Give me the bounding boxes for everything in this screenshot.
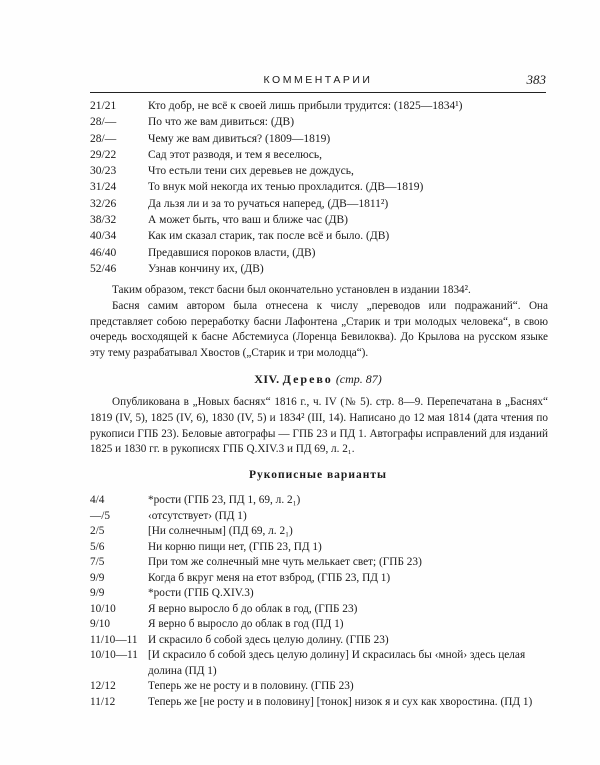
variant-text: И скрасило б собой здесь целую долину. (ГПБ 23) xyxy=(148,633,389,646)
variant-row xyxy=(90,214,550,230)
header-rule xyxy=(90,92,546,93)
section-title xyxy=(90,372,546,387)
variant-row xyxy=(90,133,550,149)
variant-text: Что естьли тени сих деревьев не дождусь, xyxy=(148,165,354,178)
paragraph-text: Опубликована в „Новых баснях“ 1816 г., ч. IV (№ 5). стр. 8—9. Перепечатана в „Баснях“ 1819 (IV, 5), 1825 (IV, 6), 1830 (IV, 5) и 1834² (III, 14). Написано до 12 мая 1814 (дата чтения по рукописи ГПБ 23). Беловые автографы — ГПБ 23 и ПД 1. Автографы исправлений для изданий 1825 и 1830 гг. в рукописях ГПБ Q.XIV.3 и ПД 69, л. 2₁. xyxy=(90,396,548,456)
variant-row xyxy=(90,149,550,165)
publication-paragraph xyxy=(90,395,548,458)
variant-ref: 11/12 xyxy=(90,695,116,708)
variant-row xyxy=(90,586,560,602)
variant-text: Теперь же не росту и в половину. (ГПБ 23) xyxy=(148,680,354,692)
variant-text: Я верно б выросло до облак в год (ПД 1) xyxy=(148,618,344,630)
variant-ref: 31/24 xyxy=(90,181,117,194)
variant-text: Да льзя ли и за то ручаться наперед, (ДВ—1811²) xyxy=(148,197,389,210)
variant-text: Узнав кончину их, (ДВ) xyxy=(148,262,264,275)
variant-ref: 46/40 xyxy=(90,246,117,259)
variant-row xyxy=(90,230,550,246)
variant-text: Теперь же [не росту и в половину] [тонок] низок я и сух как хворостина. (ПД 1) xyxy=(148,695,533,708)
variant-ref: 2/5 xyxy=(90,525,105,537)
variant-row xyxy=(90,679,560,695)
variant-text: Когда б вкруг меня на етот взброд, (ГПБ 23, ПД 1) xyxy=(148,571,391,584)
paragraph-text: Басня самим автором была отнесена к числу „переводов или подражаний“. Она представляет собою переработку басни Лафонтена „Старик и три молодых человека“, в свою очередь восходящей к басне Абстемиуса (Лоренца Бевилоква). До Крылова на русском языке эту тему разрабатывал Хвостов („Старик и три молодца“). xyxy=(90,299,548,360)
variant-ref: 12/12 xyxy=(90,680,116,692)
variant-list-top xyxy=(90,100,550,279)
variant-ref: 38/32 xyxy=(90,214,117,227)
variant-row xyxy=(90,524,560,540)
variant-ref: 52/46 xyxy=(90,262,117,275)
variant-row xyxy=(90,116,550,132)
variant-ref: —/5 xyxy=(90,509,111,522)
variant-ref: 9/9 xyxy=(90,571,105,584)
variant-ref: 7/5 xyxy=(90,556,105,568)
variant-text: [Ни солнечным] (ПД 69, л. 2₁) xyxy=(148,525,293,537)
variant-text: Сад этот разводя, и тем я веселюсь, xyxy=(148,148,322,161)
page-number: 383 xyxy=(526,72,546,87)
variant-ref: 28/— xyxy=(90,116,117,129)
variant-row xyxy=(90,198,550,214)
variant-row xyxy=(90,493,560,509)
paragraph-text: Таким образом, текст басни был окончательно установлен в издании 1834². xyxy=(112,284,471,296)
variant-row xyxy=(90,571,560,587)
variant-ref: 4/4 xyxy=(90,494,105,506)
variant-text: *рости (ГПБ Q.XIV.3) xyxy=(148,587,254,599)
variant-text: Ни корню пищи нет, (ГПБ 23, ПД 1) xyxy=(148,540,322,553)
section-number: XIV. xyxy=(254,372,280,386)
variant-ref: 9/9 xyxy=(90,587,105,599)
variant-row xyxy=(90,540,560,556)
variant-text: Как им сказал старик, так после всё и было. (ДВ) xyxy=(148,230,390,243)
variant-text: При том же солнечный мне чуть мелькает свет; (ГПБ 23) xyxy=(148,556,422,568)
variant-row xyxy=(90,555,560,571)
variant-row xyxy=(90,100,550,116)
commentary-paragraph xyxy=(90,283,548,362)
variant-ref: 40/34 xyxy=(90,230,117,243)
variant-row xyxy=(90,181,550,197)
variant-ref: 30/23 xyxy=(90,165,117,178)
variant-text: То внук мой некогда их тенью прохладится. (ДВ—1819) xyxy=(148,181,424,194)
variant-ref: 21/21 xyxy=(90,100,117,112)
variant-text: *рости (ГПБ 23, ПД 1, 69, л. 2₁) xyxy=(148,494,301,506)
variant-text: Предавшися пороков власти, (ДВ) xyxy=(148,246,316,259)
variant-row xyxy=(90,247,550,263)
variant-ref: 32/26 xyxy=(90,197,117,210)
variant-ref: 5/6 xyxy=(90,540,105,553)
variant-ref: 29/22 xyxy=(90,148,117,161)
variant-ref: 11/10—11 xyxy=(90,633,138,646)
variant-row xyxy=(90,602,560,618)
variant-ref: 10/10—11 xyxy=(90,649,138,661)
variant-list-bottom xyxy=(90,493,560,710)
variant-row xyxy=(90,633,560,649)
variant-row xyxy=(90,695,560,711)
variant-row xyxy=(90,263,550,279)
variant-text: Кто добр, не всё к своей лишь прибыли трудится: (1825—1834¹) xyxy=(148,100,463,112)
variant-row xyxy=(90,648,560,679)
variant-row xyxy=(90,509,560,525)
variant-text: А может быть, что ваш и ближе час (ДВ) xyxy=(148,214,349,227)
variant-text: По что же вам дивиться: (ДВ) xyxy=(148,116,295,129)
section-page-ref: (стр. 87) xyxy=(335,372,382,386)
subheading: Рукописные варианты xyxy=(249,469,387,481)
running-header xyxy=(90,72,546,88)
variant-row xyxy=(90,617,560,633)
variant-ref: 9/10 xyxy=(90,618,111,630)
section-name: Дерево xyxy=(282,372,333,386)
variant-text: Я верно выросло б до облак в год, (ГПБ 23) xyxy=(148,602,358,615)
variant-text: ‹отсутствует› (ПД 1) xyxy=(148,509,247,522)
header-title: КОММЕНТАРИИ xyxy=(263,74,373,86)
variant-ref: 28/— xyxy=(90,132,117,145)
variant-text: Чему же вам дивиться? (1809—1819) xyxy=(148,132,331,145)
variant-ref: 10/10 xyxy=(90,602,116,615)
variant-row xyxy=(90,165,550,181)
variant-text: [И скрасило б собой здесь целую долину] И скрасилась бы ‹мной› здесь целая долина (ПД 1) xyxy=(148,649,526,677)
